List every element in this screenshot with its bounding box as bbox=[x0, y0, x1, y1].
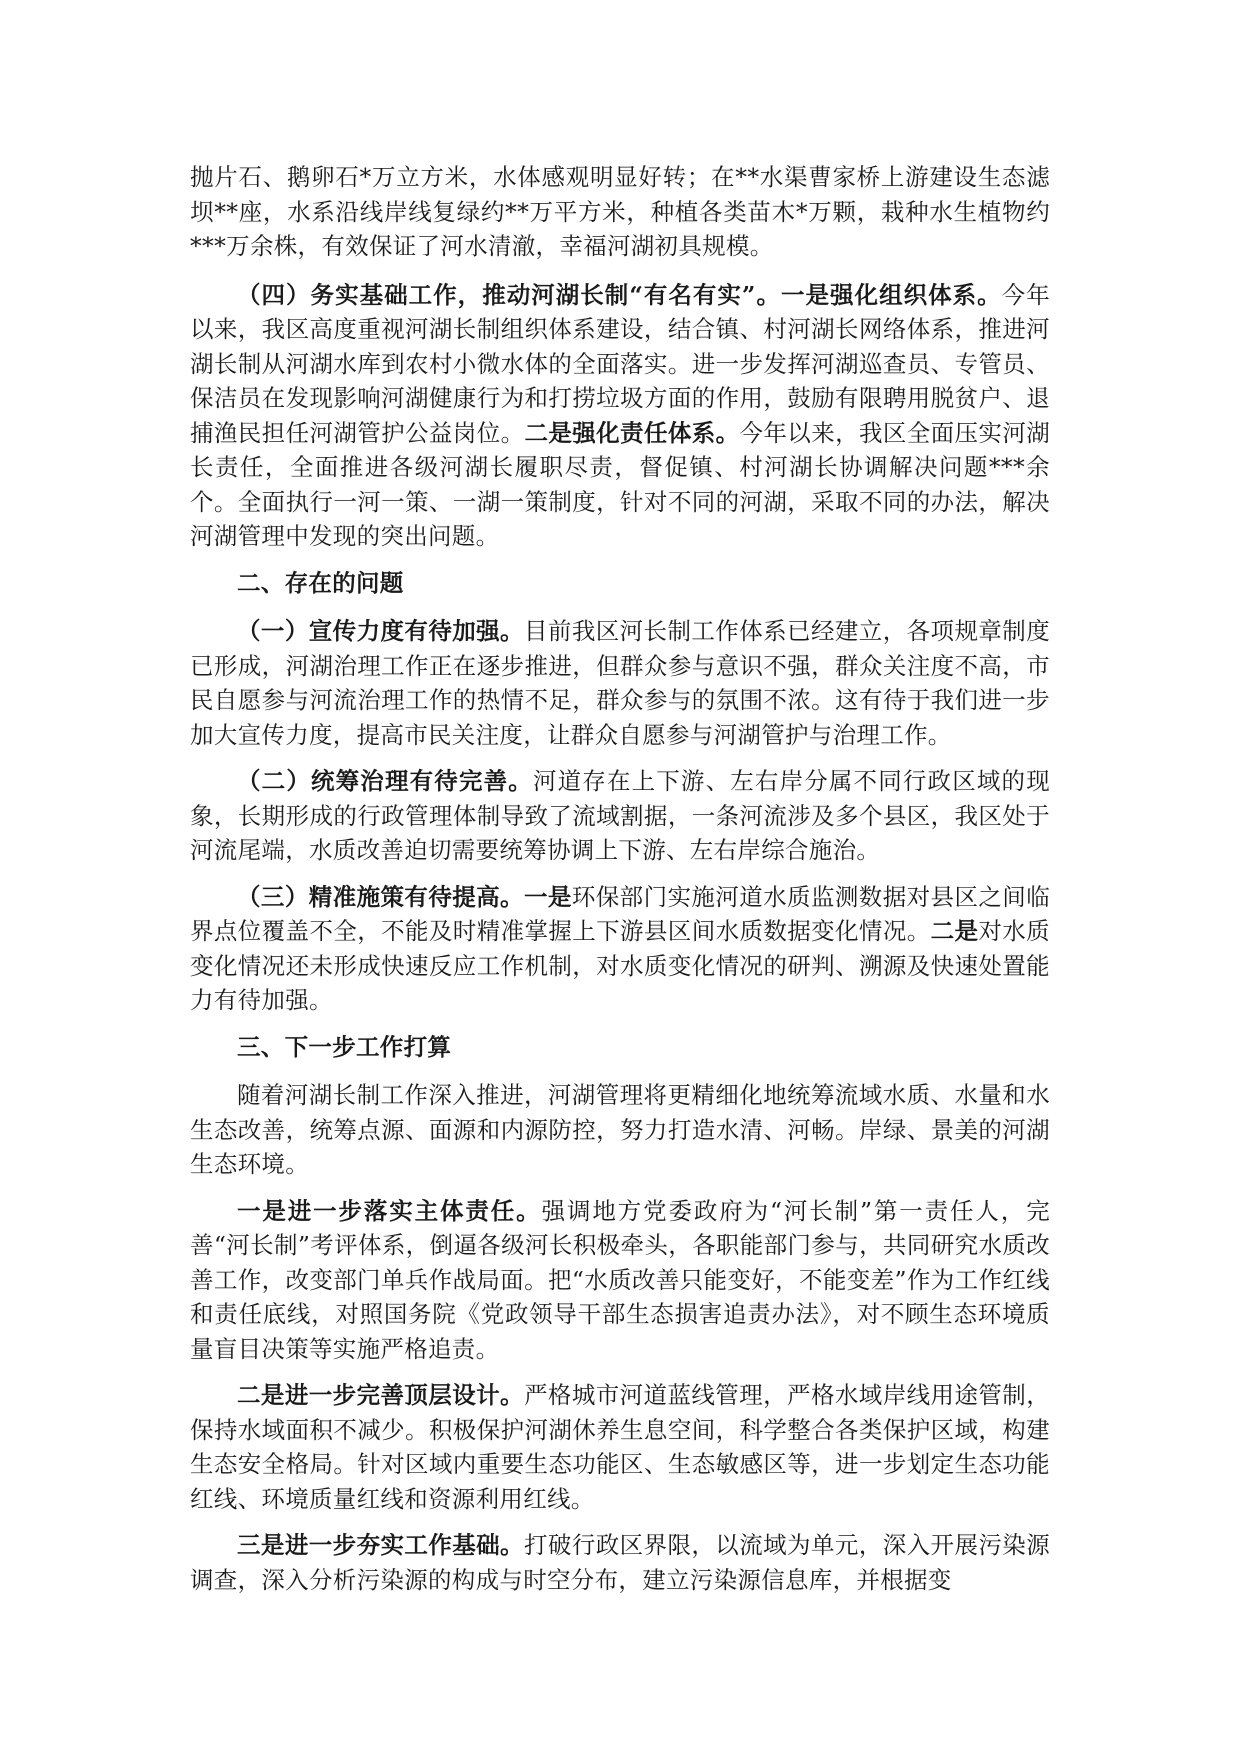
plan-item bbox=[190, 1378, 1050, 1516]
item-text: 环保部门实施河道水质监测数据对县区之间临界点位覆盖不全，不能及时精准掌握上下游县区间水质数据变化情况。 bbox=[190, 882, 1051, 945]
item-text: 对水质变化情况还未形成快速反应工作机制，对水质变化情况的研判、溯源及快速处置能力有待加强。 bbox=[190, 917, 1050, 1014]
paragraph-text: 抛片石、鹅卵石*万立方米，水体感观明显好转；在**水渠曹家桥上游建设生态滤坝**座，水系沿线岸线复绿约**万平方米，种植各类苗木*万颗，栽种水生植物约***万余株，有效保证了河水清澈，幸福河湖初具规模。 bbox=[190, 163, 1050, 260]
plan-item bbox=[190, 1528, 1050, 1597]
item-lead: （三）精准施策有待提高。 bbox=[237, 882, 524, 911]
item-lead: 三是进一步夯实工作基础。 bbox=[237, 1531, 524, 1559]
problem-item bbox=[190, 880, 1050, 1018]
item-sub-lead: 二是 bbox=[930, 917, 979, 945]
plan-item bbox=[190, 1194, 1050, 1367]
item-lead: 二是进一步完善顶层设计。 bbox=[237, 1381, 524, 1409]
item-lead: 一是进一步落实主体责任。 bbox=[237, 1196, 542, 1225]
section-intro bbox=[190, 1078, 1050, 1182]
paragraph-heading: （四）务实基础工作，推动河湖长制“有名有实”。一是强化组织体系。 bbox=[237, 280, 1002, 309]
section-heading-next-steps: 三、下一步工作打算 bbox=[237, 1032, 452, 1061]
section-heading-problems: 二、存在的问题 bbox=[237, 568, 404, 597]
paragraph-text: 今年以来，我区高度重视河湖长制组织体系建设，结合镇、村河湖长网络体系，推进河湖长制从河湖水库到农村小微水体的全面落实。进一步发挥河湖巡查员、专管员、保洁员在发现影响河湖健康行为和打捞垃圾方面的作用，鼓励有限聘用脱贫户、退捕渔民担任河湖管护公益岗位。 bbox=[190, 280, 1050, 447]
document-page bbox=[190, 160, 1050, 1609]
problem-item bbox=[190, 764, 1050, 868]
item-text: 目前我区河长制工作体系已经建立，各项规章制度已形成，河湖治理工作正在逐步推进，但群众参与意识不强，群众关注度不高，市民自愿参与河流治理工作的热情不足，群众参与的氛围不浓。这有待于我们进一步加大宣传力度，提高市民关注度，让群众自愿参与河湖管护与治理工作。 bbox=[190, 617, 1050, 749]
item-text: 河道存在上下游、左右岸分属不同行政区域的现象，长期形成的行政管理体制导致了流域割据，一条河流涉及多个县区，我区处于河流尾端，水质改善迫切需要统筹协调上下游、左右岸综合施治。 bbox=[190, 767, 1050, 864]
item-sub-lead: 一是 bbox=[523, 882, 572, 911]
paragraph-basic-work bbox=[190, 278, 1050, 554]
item-text: 打破行政区界限，以流域为单元，深入开展污染源调查，深入分析污染源的构成与时空分布，建立污染源信息库，并根据变 bbox=[190, 1531, 1050, 1594]
paragraph-continuation bbox=[190, 160, 1050, 264]
item-text: 严格城市河道蓝线管理，严格水域岸线用途管制，保持水域面积不减少。积极保护河湖休养生息空间，科学整合各类保护区域，构建生态安全格局。针对区域内重要生态功能区、生态敏感区等，进一步划定生态功能红线、环境质量红线和资源利用红线。 bbox=[190, 1381, 1050, 1513]
paragraph-lead: 二是强化责任体系。 bbox=[524, 418, 740, 447]
item-lead: （一）宣传力度有待加强。 bbox=[237, 617, 524, 645]
paragraph-text: 今年以来，我区全面压实河湖长责任，全面推进各级河湖长履职尽责，督促镇、村河湖长协调解决问题***余个。全面执行一河一策、一湖一策制度，针对不同的河湖，采取不同的办法，解决河湖管理中发现的突出问题。 bbox=[190, 418, 1051, 550]
intro-text: 随着河湖长制工作深入推进，河湖管理将更精细化地统筹流域水质、水量和水生态改善，统筹点源、面源和内源防控，努力打造水清、河畅。岸绿、景美的河湖生态环境。 bbox=[190, 1081, 1050, 1178]
problem-item bbox=[190, 614, 1050, 752]
item-text: 强调地方党委政府为“河长制”第一责任人，完善“河长制”考评体系，倒逼各级河长积极牵头，各职能部门参与，共同研究水质改善工作，改变部门单兵作战局面。把“水质改善只能变好，不能变差”作为工作红线和责任底线，对照国务院《党政领导干部生态损害追责办法》，对不顾生态环境质量盲目决策等实施严格追责。 bbox=[190, 1196, 1050, 1363]
item-lead: （二）统筹治理有待完善。 bbox=[237, 767, 533, 795]
